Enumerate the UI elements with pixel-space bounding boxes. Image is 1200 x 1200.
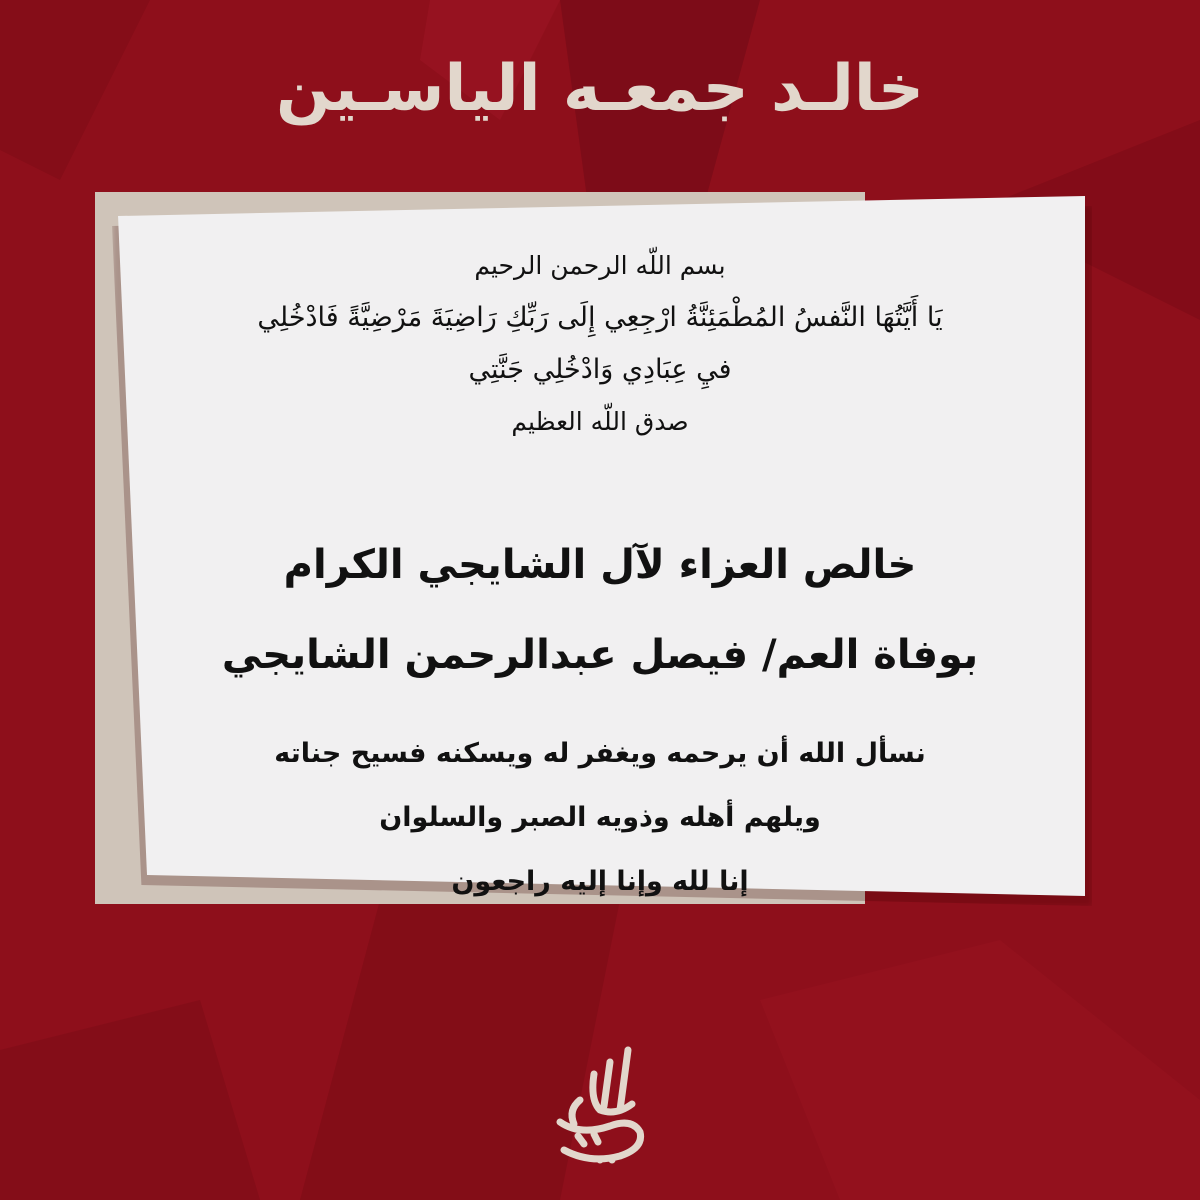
prayer-line-2: ويلهم أهله وذويه الصبر والسلوان <box>379 802 821 833</box>
verse-line-basmala: بسم اللّه الرحمن الرحيم <box>474 251 726 280</box>
condolence-message <box>130 520 1070 700</box>
prayer-message <box>130 722 1070 914</box>
quran-verse <box>130 240 1070 448</box>
alyaseen-logo <box>540 1040 660 1170</box>
header-title: خالـد جمعـه الياسـين <box>275 52 925 126</box>
verse-line-closing: صدق اللّه العظيم <box>511 407 689 436</box>
condolence-line-2: بوفاة العم/ فيصل عبدالرحمن الشايجي <box>221 632 979 678</box>
condolence-line-1: خالص العزاء لآل الشايجي الكرام <box>283 542 917 588</box>
prayer-line-3: إنا لله وإنا إليه راجعون <box>451 866 749 897</box>
verse-line-2: فيِ عِبَادِي وَادْخُلِي جَنَّتِي <box>468 354 732 385</box>
verse-line-1: يَا أَيَّتُهَا النَّفسُ المُطْمَئِنَّةُ ارْجِعِي إِلَى رَبِّكِ رَاضِيَةَ مَرْضِيَّةً فَادْخُلِي <box>257 302 943 333</box>
prayer-line-1: نسأل الله أن يرحمه ويغفر له ويسكنه فسيح جناته <box>274 738 926 769</box>
